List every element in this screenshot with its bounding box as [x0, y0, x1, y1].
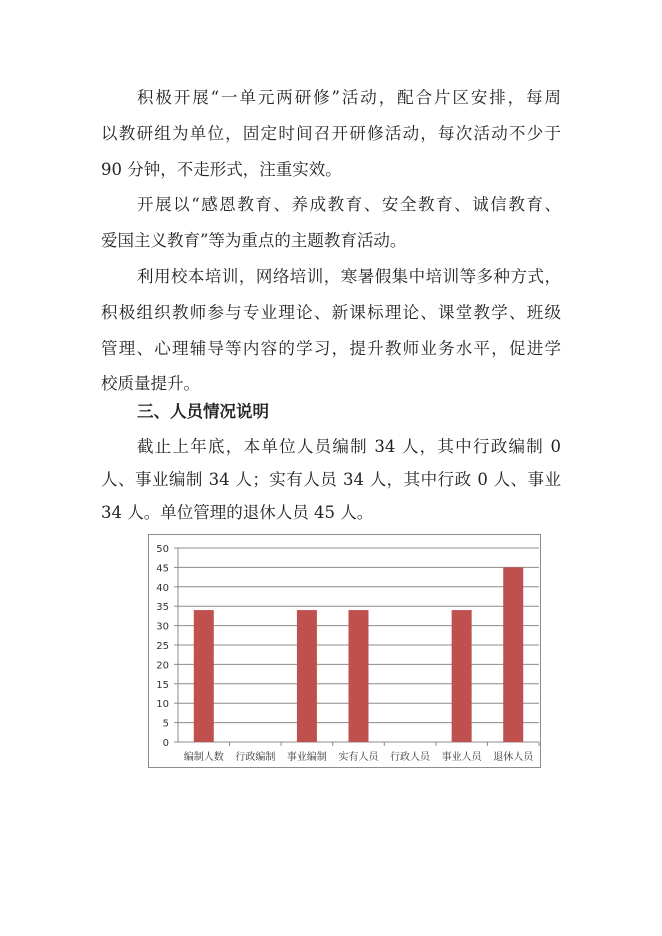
section-heading: 三、人员情况说明 [137, 402, 269, 421]
y-tick-label: 50 [156, 544, 169, 555]
bar-编制人数 [194, 610, 214, 742]
paragraph-line: 以教研组为单位，固定时间召开研修活动，每次活动不少于 [101, 124, 561, 143]
paragraph-line: 90 分钟，不走形式，注重实效。 [101, 160, 342, 179]
y-tick-label: 35 [156, 602, 169, 614]
chart-canvas [149, 535, 542, 769]
bar-退休人员 [503, 567, 523, 742]
y-tick-label: 25 [156, 641, 169, 652]
x-tick-label: 实有人员 [338, 752, 379, 763]
paragraph-line: 积极开展“一单元两研修”活动，配合片区安排，每周 [137, 88, 561, 107]
bar-事业人员 [452, 610, 472, 742]
x-tick-label: 编制人数 [183, 752, 224, 763]
y-tick-label: 10 [156, 699, 169, 711]
y-tick-label: 30 [156, 621, 169, 633]
y-tick-label: 45 [156, 563, 169, 575]
summary-line: 34 人。单位管理的退休人员 45 人。 [101, 503, 374, 522]
paragraph-line: 利用校本培训，网络培训，寒暑假集中培训等多种方式， [137, 267, 561, 286]
paragraph-line: 爱国主义教育”等为重点的主题教育活动。 [101, 231, 407, 250]
summary-line: 截止上年底，本单位人员编制 34 人，其中行政编制 0 [137, 437, 561, 456]
paragraph-line: 校质量提升。 [101, 374, 200, 393]
y-tick-label: 15 [156, 679, 169, 691]
bar-事业编制 [297, 610, 317, 742]
paragraph-line: 积极组织教师参与专业理论、新课标理论、课堂教学、班级 [101, 303, 561, 322]
paragraph-line: 开展以“感恩教育、养成教育、安全教育、诚信教育、 [137, 195, 561, 214]
paragraph-line: 管理、心理辅导等内容的学习，提升教师业务水平，促进学 [101, 339, 561, 358]
y-tick-label: 40 [156, 582, 169, 594]
x-tick-label: 事业编制 [286, 752, 327, 763]
x-tick-label: 行政编制 [235, 752, 276, 763]
summary-line: 人、事业编制 34 人；实有人员 34 人，其中行政 0 人、事业 [101, 470, 561, 489]
bar-实有人员 [349, 610, 369, 742]
x-tick-label: 行政人员 [390, 752, 431, 763]
y-tick-label: 0 [162, 738, 169, 749]
bar-chart [148, 534, 541, 768]
y-tick-label: 5 [162, 718, 169, 730]
x-tick-label: 退休人员 [493, 752, 534, 763]
x-tick-label: 事业人员 [441, 752, 482, 763]
y-tick-label: 20 [156, 660, 169, 672]
